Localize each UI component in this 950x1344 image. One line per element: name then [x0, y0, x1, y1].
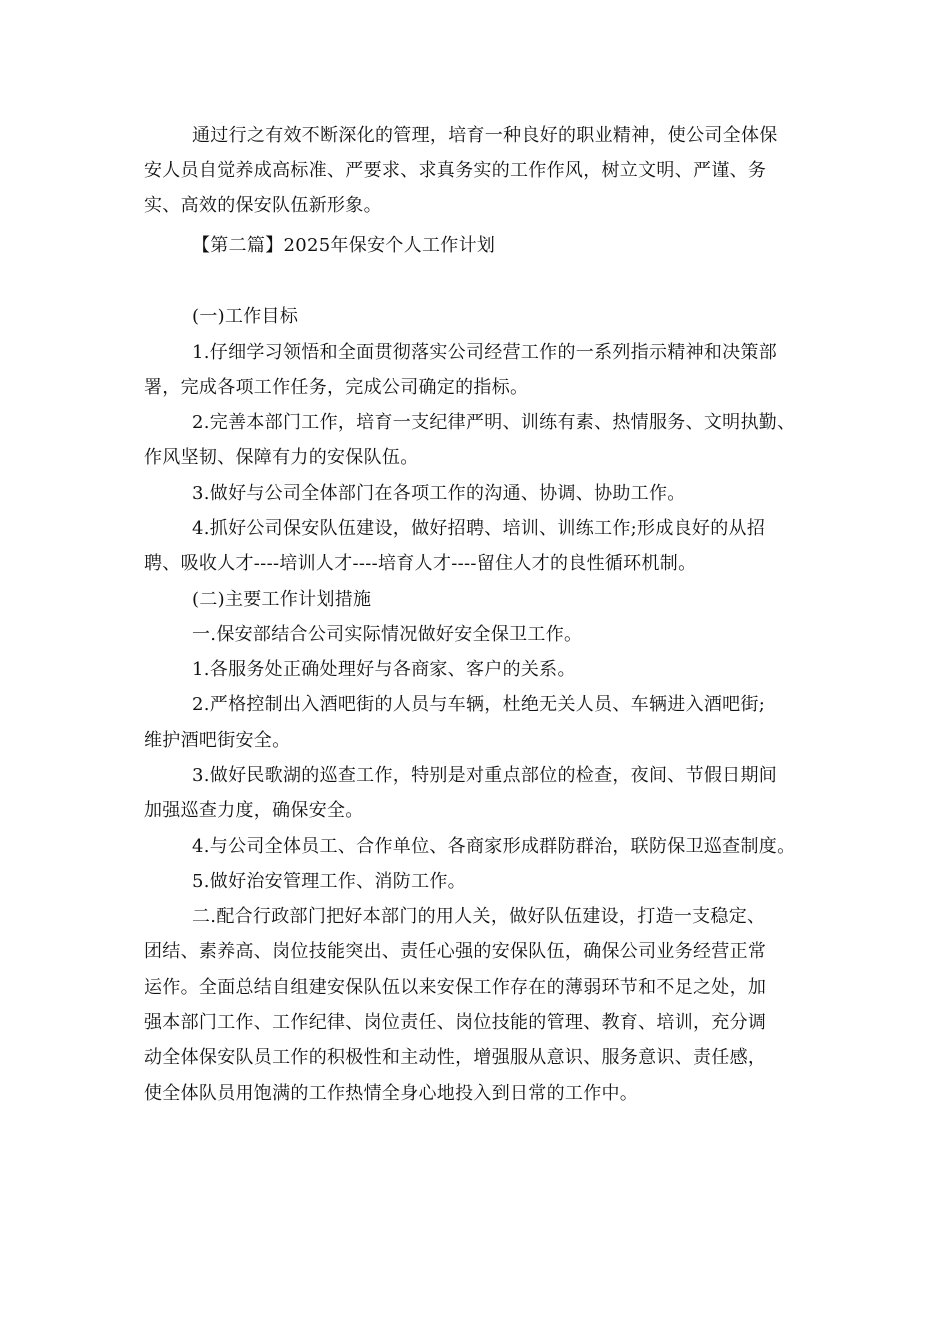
paragraph-line: 3.做好民歌湖的巡查工作，特别是对重点部位的检查，夜间、节假日期间 [192, 765, 778, 786]
paragraph-line: 1.各服务处正确处理好与各商家、客户的关系。 [192, 659, 576, 680]
paragraph-line: 2.严格控制出入酒吧街的人员与车辆，杜绝无关人员、车辆进入酒吧街; [192, 694, 766, 715]
paragraph-line: 运作。全面总结自组建安保队伍以来安保工作存在的薄弱环节和不足之处，加 [144, 977, 767, 998]
paragraph-line: 加强巡查力度，确保安全。 [144, 800, 364, 821]
paragraph-line: 作风坚韧、保障有力的安保队伍。 [144, 447, 419, 468]
paragraph-line: 2.完善本部门工作，培育一支纪律严明、训练有素、热情服务、文明执勤、 [192, 412, 796, 433]
paragraph-line: 5.做好治安管理工作、消防工作。 [192, 871, 466, 892]
paragraph-line: 3.做好与公司全体部门在各项工作的沟通、协调、协助工作。 [192, 483, 686, 504]
section-heading: 【第二篇】2025年保安个人工作计划 [192, 235, 496, 256]
paragraph-line: 维护酒吧街安全。 [144, 730, 291, 751]
paragraph-line: 4.抓好公司保安队伍建设，做好招聘、培训、训练工作;形成良好的从招 [192, 518, 766, 539]
subheading: (二)主要工作计划措施 [192, 589, 372, 610]
paragraph-line: 使全体队员用饱满的工作热情全身心地投入到日常的工作中。 [144, 1083, 639, 1104]
paragraph-line: 4.与公司全体员工、合作单位、各商家形成群防群治，联防保卫巡查制度。 [192, 836, 796, 857]
paragraph-line: 通过行之有效不断深化的管理，培育一种良好的职业精神，使公司全体保 [192, 125, 778, 146]
subheading: (一)工作目标 [192, 306, 299, 327]
paragraph-line: 强本部门工作、工作纪律、岗位责任、岗位技能的管理、教育、培训，充分调 [144, 1012, 767, 1033]
paragraph-line: 署，完成各项工作任务，完成公司确定的指标。 [144, 377, 529, 398]
paragraph-line: 安人员自觉养成高标准、严要求、求真务实的工作作风，树立文明、严谨、务 [144, 160, 767, 181]
paragraph-line: 动全体保安队员工作的积极性和主动性，增强服从意识、服务意识、责任感， [144, 1047, 767, 1068]
paragraph-line: 实、高效的保安队伍新形象。 [144, 195, 382, 216]
paragraph-line: 聘、吸收人才----培训人才----培育人才----留住人才的良性循环机制。 [144, 553, 697, 574]
paragraph-line: 1.仔细学习领悟和全面贯彻落实公司经营工作的一系列指示精神和决策部 [192, 342, 778, 363]
paragraph-line: 一.保安部结合公司实际情况做好安全保卫工作。 [192, 624, 583, 645]
paragraph-line: 二.配合行政部门把好本部门的用人关，做好队伍建设，打造一支稳定、 [192, 906, 766, 927]
paragraph-line: 团结、素养高、岗位技能突出、责任心强的安保队伍，确保公司业务经营正常 [144, 941, 767, 962]
